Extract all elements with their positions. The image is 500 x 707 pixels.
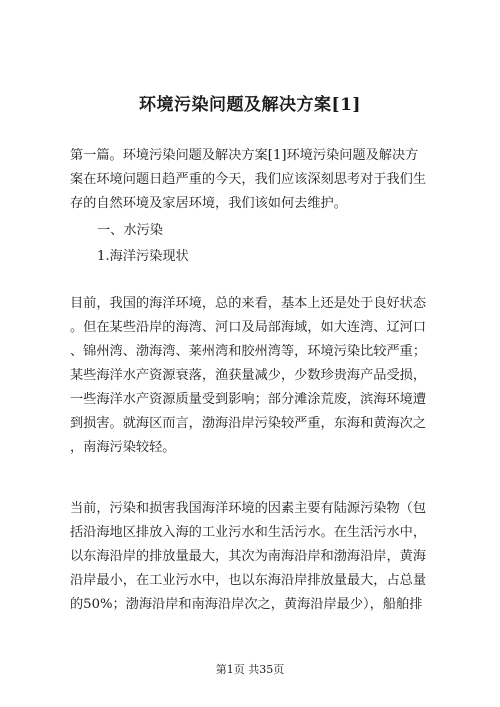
paragraph1-line-7: ，南海污染较轻。 bbox=[70, 440, 176, 455]
paragraph1-line-4: 某些海洋水产资源衰落，渔获量减少，少数珍贵海产品受损， bbox=[70, 368, 427, 383]
paragraph1-line-1: 目前，我国的海洋环境，总的来看，基本上还是处于良好状态 bbox=[70, 296, 427, 311]
paragraph2-line-1: 当前，污染和损害我国海洋环境的因素主要有陆源污染物（包 bbox=[70, 501, 427, 516]
section-heading-water-pollution: 一、水污染 bbox=[97, 223, 163, 238]
paragraph2-line-4: 沿岸最小，在工业污水中，也以东海沿岸排放量最大，占总量 bbox=[70, 573, 427, 588]
paragraph2-line-5: 的50%；渤海沿岸和南海沿岸次之，黄海沿岸最少），船舶排 bbox=[70, 597, 423, 612]
paragraph2-line-3: 以东海沿岸的排放量最大，其次为南海沿岸和渤海沿岸，黄海 bbox=[70, 549, 427, 564]
paragraph1-line-3: 、锦州湾、渤海湾、莱州湾和胶州湾等，环境污染比较严重； bbox=[70, 344, 427, 359]
document-title: 环境污染问题及解决方案[1] bbox=[139, 95, 361, 115]
intro-line-2: 案在环境问题日趋严重的今天，我们应该深刻思考对于我们生 bbox=[70, 172, 427, 187]
subsection-heading-ocean-pollution: 1.海洋污染现状 bbox=[97, 249, 189, 264]
paragraph2-line-2: 括沿海地区排放入海的工业污水和生活污水。在生活污水中， bbox=[70, 525, 427, 540]
paragraph1-line-2: 。但在某些沿岸的海湾、河口及局部海域，如大连湾、辽河口 bbox=[70, 320, 427, 335]
paragraph1-line-6: 到损害。就海区而言，渤海沿岸污染较严重，东海和黄海次之 bbox=[70, 416, 427, 431]
intro-line-1: 第一篇。环境污染问题及解决方案[1]环境污染问题及解决方 bbox=[70, 148, 419, 163]
paragraph1-line-5: 一些海洋水产资源质量受到影响；部分滩涂荒废，滨海环境遭 bbox=[70, 392, 427, 407]
intro-line-3: 存的自然环境及家居环境，我们该如何去维护。 bbox=[70, 196, 347, 211]
page-footer: 第1页 共35页 bbox=[215, 663, 285, 676]
